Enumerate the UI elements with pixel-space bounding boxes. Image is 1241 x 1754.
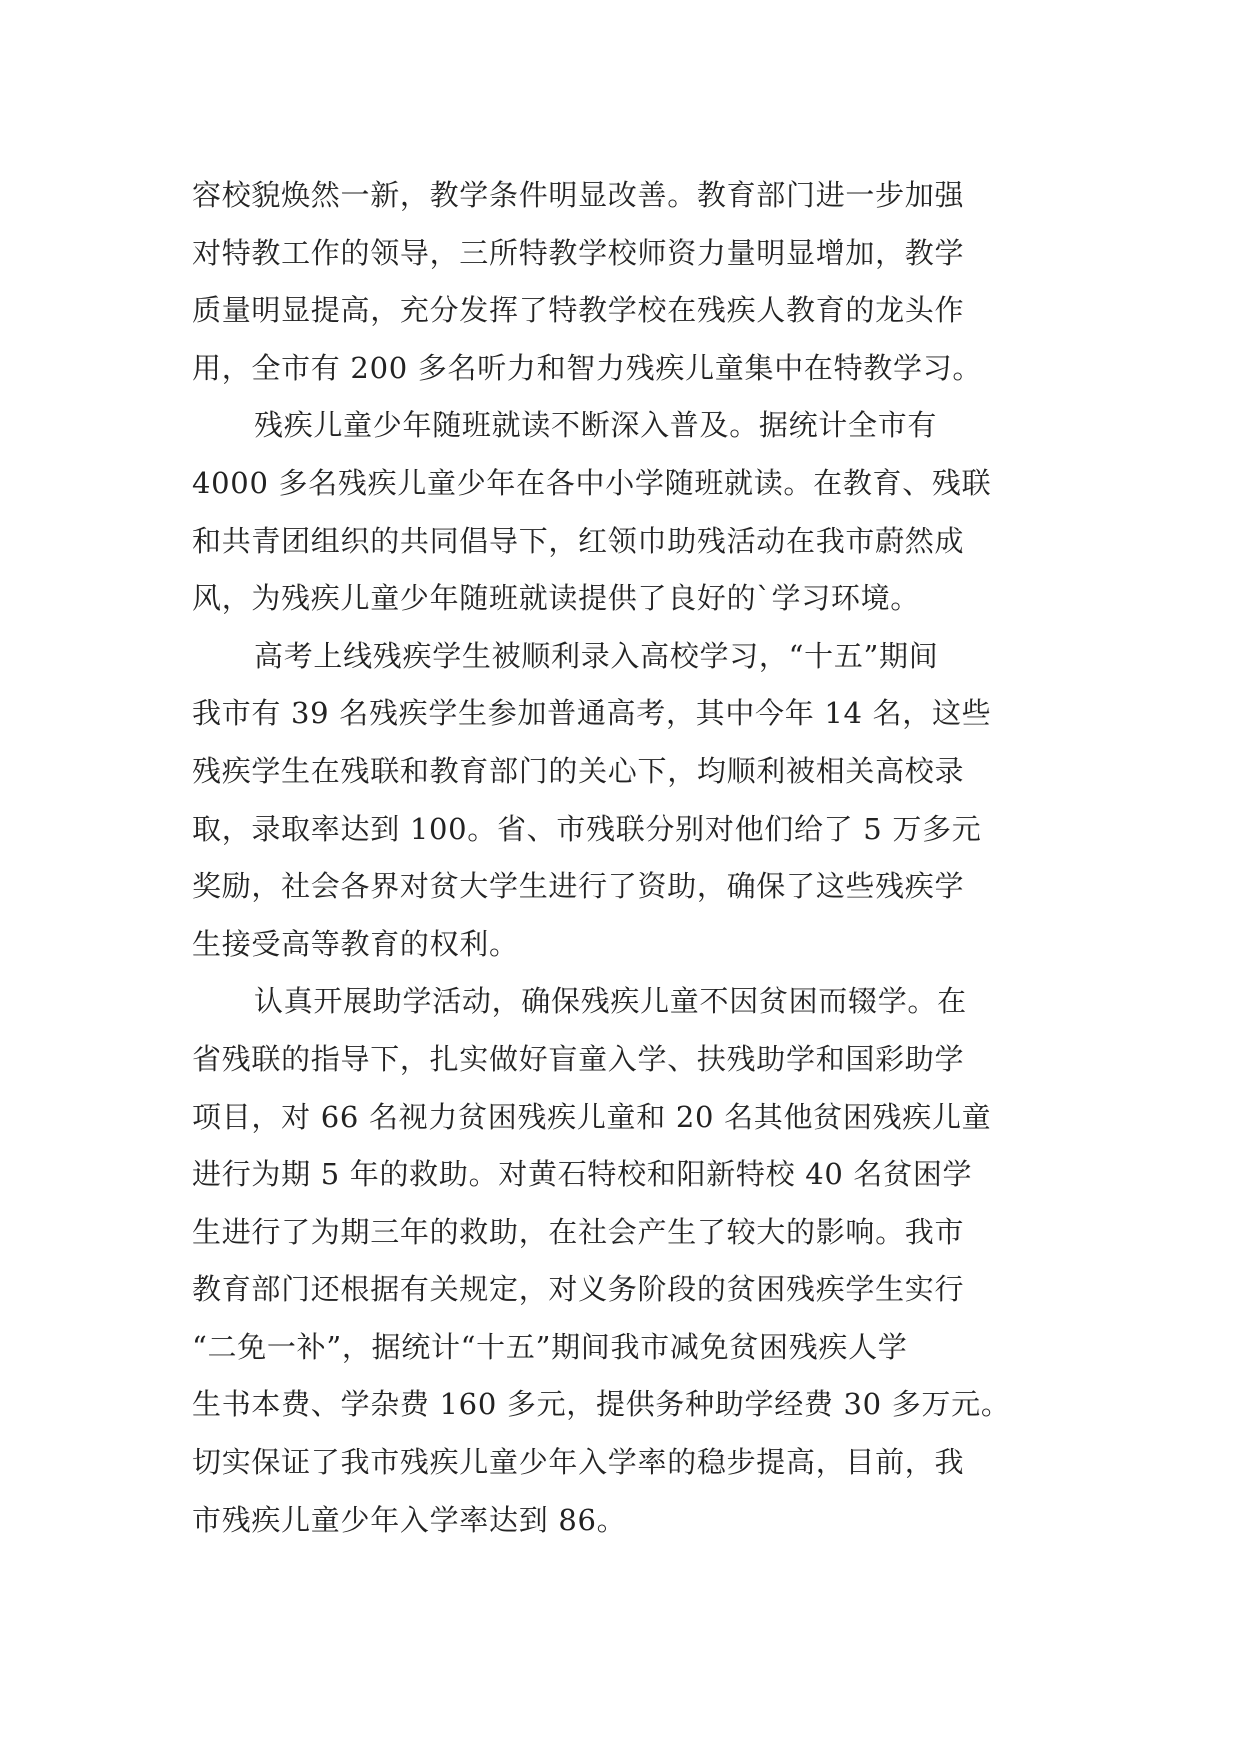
text-line: 用，全市有 200 多名听力和智力残疾儿童集中在特教学习。 (192, 350, 983, 385)
text-line: 切实保证了我市残疾儿童少年入学率的稳步提高，目前，我 (192, 1445, 965, 1480)
text-line: 容校貌焕然一新，教学条件明显改善。教育部门进一步加强 (192, 178, 965, 212)
text-line: 奖励，社会各界对贫大学生进行了资助，确保了这些残疾学 (192, 869, 965, 904)
text-line: 我市有 39 名残疾学生参加普通高考，其中今年 14 名，这些 (192, 696, 992, 731)
text-line: 市残疾儿童少年入学率达到 86。 (192, 1502, 627, 1537)
text-line: 质量明显提高，充分发挥了特教学校在残疾人教育的龙头作 (192, 293, 965, 328)
text-line: 省残联的指导下，扎实做好盲童入学、扶残助学和国彩助学 (192, 1041, 965, 1076)
paragraph-college-admission (192, 628, 1072, 974)
text-line: 对特教工作的领导，三所特教学校师资力量明显增加，教学 (192, 235, 965, 270)
text-line: 教育部门还根据有关规定，对义务阶段的贫困残疾学生实行 (192, 1272, 965, 1307)
text-line: 项目，对 66 名视力贫困残疾儿童和 20 名其他贫困残疾儿童 (192, 1099, 992, 1134)
text-line: 生进行了为期三年的救助，在社会产生了较大的影响。我市 (192, 1214, 965, 1249)
text-line: 和共青团组织的共同倡导下，红领巾助残活动在我市蔚然成 (192, 523, 965, 558)
text-line: 残疾学生在残联和教育部门的关心下，均顺利被相关高校录 (192, 753, 965, 788)
paragraph-financial-aid (192, 973, 1072, 1549)
text-line: 生书本费、学杂费 160 多元，提供务种助学经费 30 多万元。 (192, 1387, 1011, 1422)
text-line: 认真开展助学活动，确保残疾儿童不因贫困而辍学。在 (254, 984, 967, 1019)
document-body (192, 167, 1072, 1549)
text-line: 4000 多名残疾儿童少年在各中小学随班就读。在教育、残联 (192, 465, 992, 500)
paragraph-inclusive-education (192, 397, 1072, 627)
paragraph-school-conditions (192, 167, 1072, 397)
text-line: 风，为残疾儿童少年随班就读提供了良好的`学习环境。 (192, 581, 921, 616)
text-line: “二免一补”，据统计“十五”期间我市减免贫困残疾人学 (192, 1329, 908, 1364)
text-line: 取，录取率达到 100。省、市残联分别对他们给了 5 万多元 (192, 811, 982, 846)
text-line: 残疾儿童少年随班就读不断深入普及。据统计全市有 (254, 408, 938, 443)
text-line: 进行为期 5 年的救助。对黄石特校和阳新特校 40 名贫困学 (192, 1157, 973, 1192)
text-line: 高考上线残疾学生被顺利录入高校学习，“十五”期间 (254, 638, 939, 673)
text-line: 生接受高等教育的权利。 (192, 926, 519, 961)
